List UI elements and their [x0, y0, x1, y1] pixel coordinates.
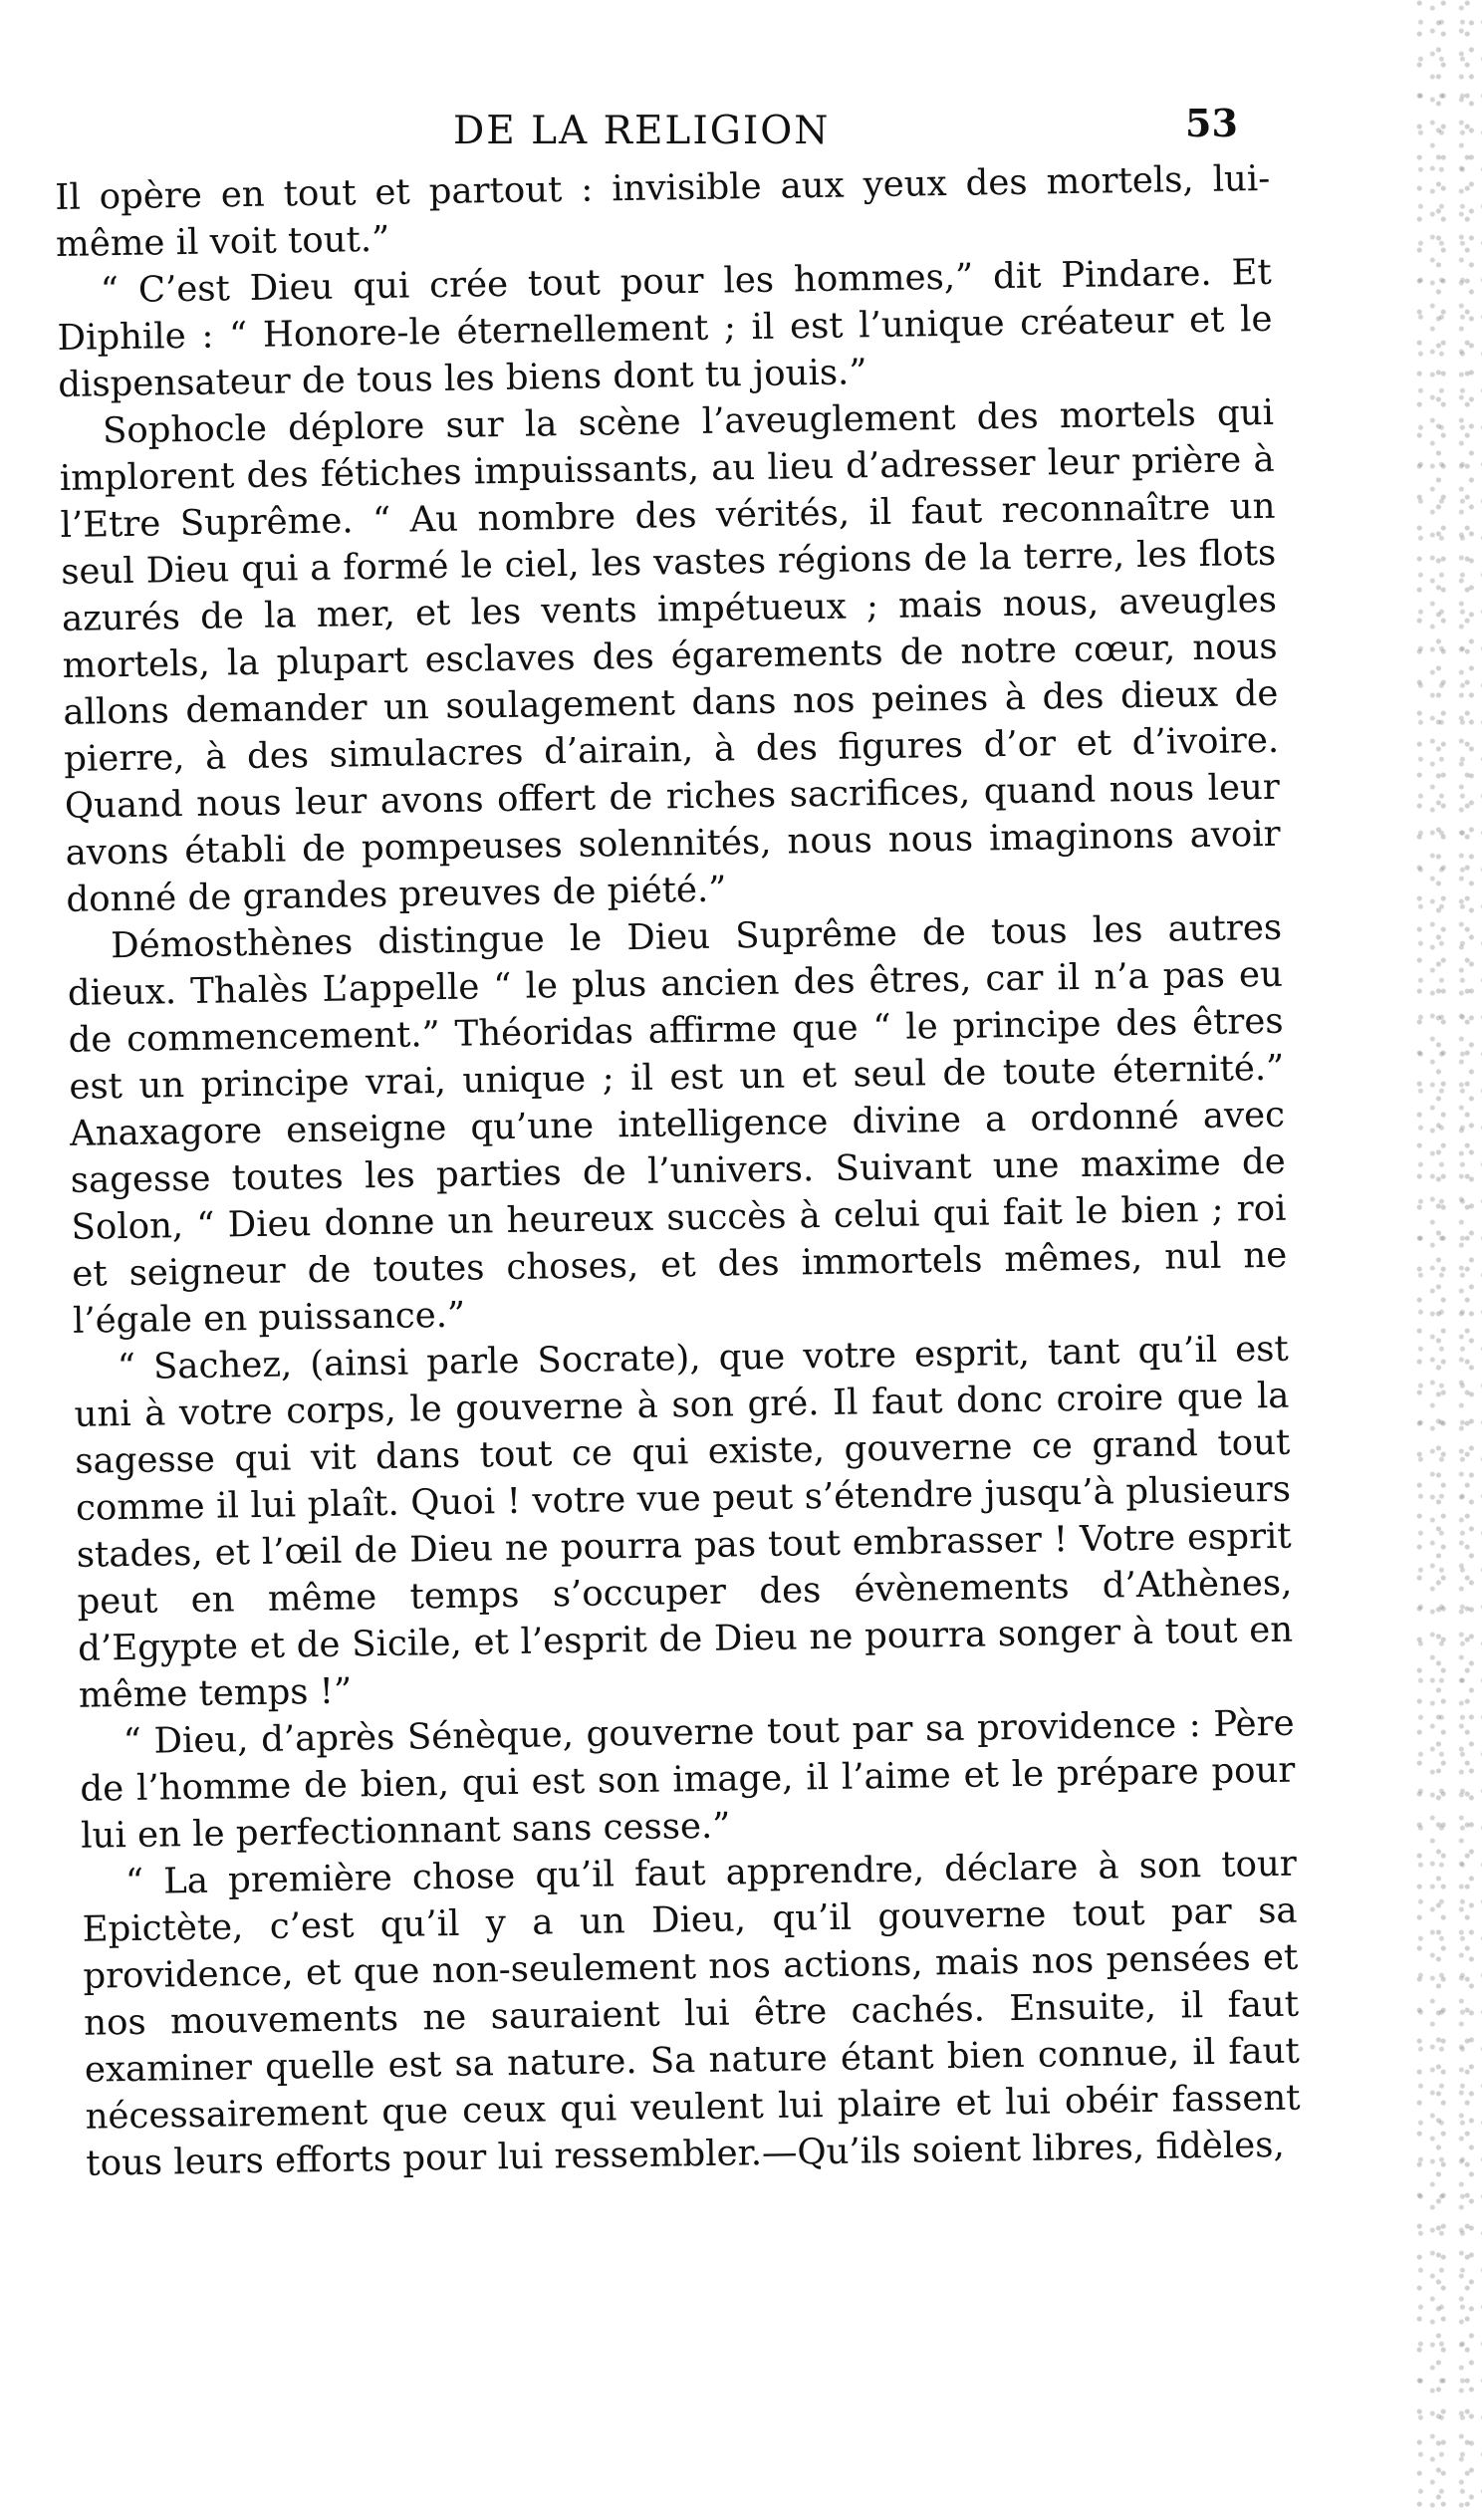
scan-edge-noise — [1412, 0, 1482, 2520]
page-number: 53 — [1185, 101, 1238, 145]
paragraph: “ C’est Dieu qui crée tout pour les hommes,” dit Pindare. Et Diphile : “ Honore-le éternellement ; il est l’unique créateur et le dispensateur de tous les biens dont tu jouis.” — [57, 251, 1273, 405]
paragraph: Démosthènes distingue le Dieu Suprême de tous les autres dieux. Thalès L’appelle “ le plus ancien des êtres, car il n’a pas eu de commencement.” Théoridas affirme que “ le principe des êtres est un principe vrai, unique ; il est un et seul de toute éternité.” Anaxagore enseigne qu’une intelligence divine a ordonné avec sagesse toutes les parties de l’univers. Suivant une maxime de Solon, “ Dieu donne un heureux succès à celui qui fait le bien ; roi et seigneur de toutes choses, et des immortels mêmes, nul ne l’égale en puissance.” — [67, 906, 1288, 1342]
paragraph: Il opère en tout et partout : invisible aux yeux des mortels, lui-même il voit tout.” — [55, 157, 1271, 265]
paragraph: Sophocle déplore sur la scène l’aveuglement des mortels qui implorent des fétiches impuissants, au lieu d’adresser leur prière à l’Etre Suprême. “ Au nombre des vérités, il faut reconnaître un seul Dieu qui a formé le ciel, les vastes régions de la terre, les flots azurés de la mer, et les vents impétueux ; mais nous, aveugles mortels, la plupart esclaves des égarements de notre cœur, nous allons demander un soulagement dans nos peines à des dieux de pierre, à des simulacres d’airain, à des figures d’or et d’ivoire. Quand nous leur avons offert de riches sacrifices, quand nous leur avons établi de pompeuses solennités, nous nous imaginons avoir donné de grandes preuves de piété.” — [59, 391, 1281, 920]
paragraph: “ Sachez, (ainsi parle Socrate), que votre esprit, tant qu’il est uni à votre corps, le gouverne à son gré. Il faut donc croire que la sagesse qui vit dans tout ce qui existe, gouverne ce grand tout comme il lui plaît. Quoi ! votre vue peut s’étendre jusqu’à plusieurs stades, et l’œil de Dieu ne pourra pas tout embrasser ! Votre esprit peut en même temps s’occuper des évènements d’Athènes, d’Egypte et de Sicile, et l’esprit de Dieu ne pourra songer à tout en même temps !” — [74, 1328, 1294, 1716]
paragraph: “ Dieu, d’après Sénèque, gouverne tout par sa providence : Père de l’homme de bien, qui est son image, il l’aime et le prépare pour lui en le perfectionnant sans cesse.” — [80, 1702, 1296, 1857]
paragraph: “ La première chose qu’il faut apprendre, déclare à son tour Epictète, c’est qu’il y a un Dieu, qu’il gouverne tout par sa providence, et que non-seulement nos actions, mais nos pensées et nos mouvements ne sauraient lui être cachés. Ensuite, il faut examiner quelle est sa nature. Sa nature étant bien connue, il faut nécessairement que ceux qui veulent lui plaire et lui obéir fassent tous leurs efforts pour lui ressembler.—Qu’ils soient libres, fidèles, — [82, 1843, 1301, 2184]
body-text — [55, 155, 1302, 2187]
running-title: DE LA RELIGION — [453, 109, 831, 153]
